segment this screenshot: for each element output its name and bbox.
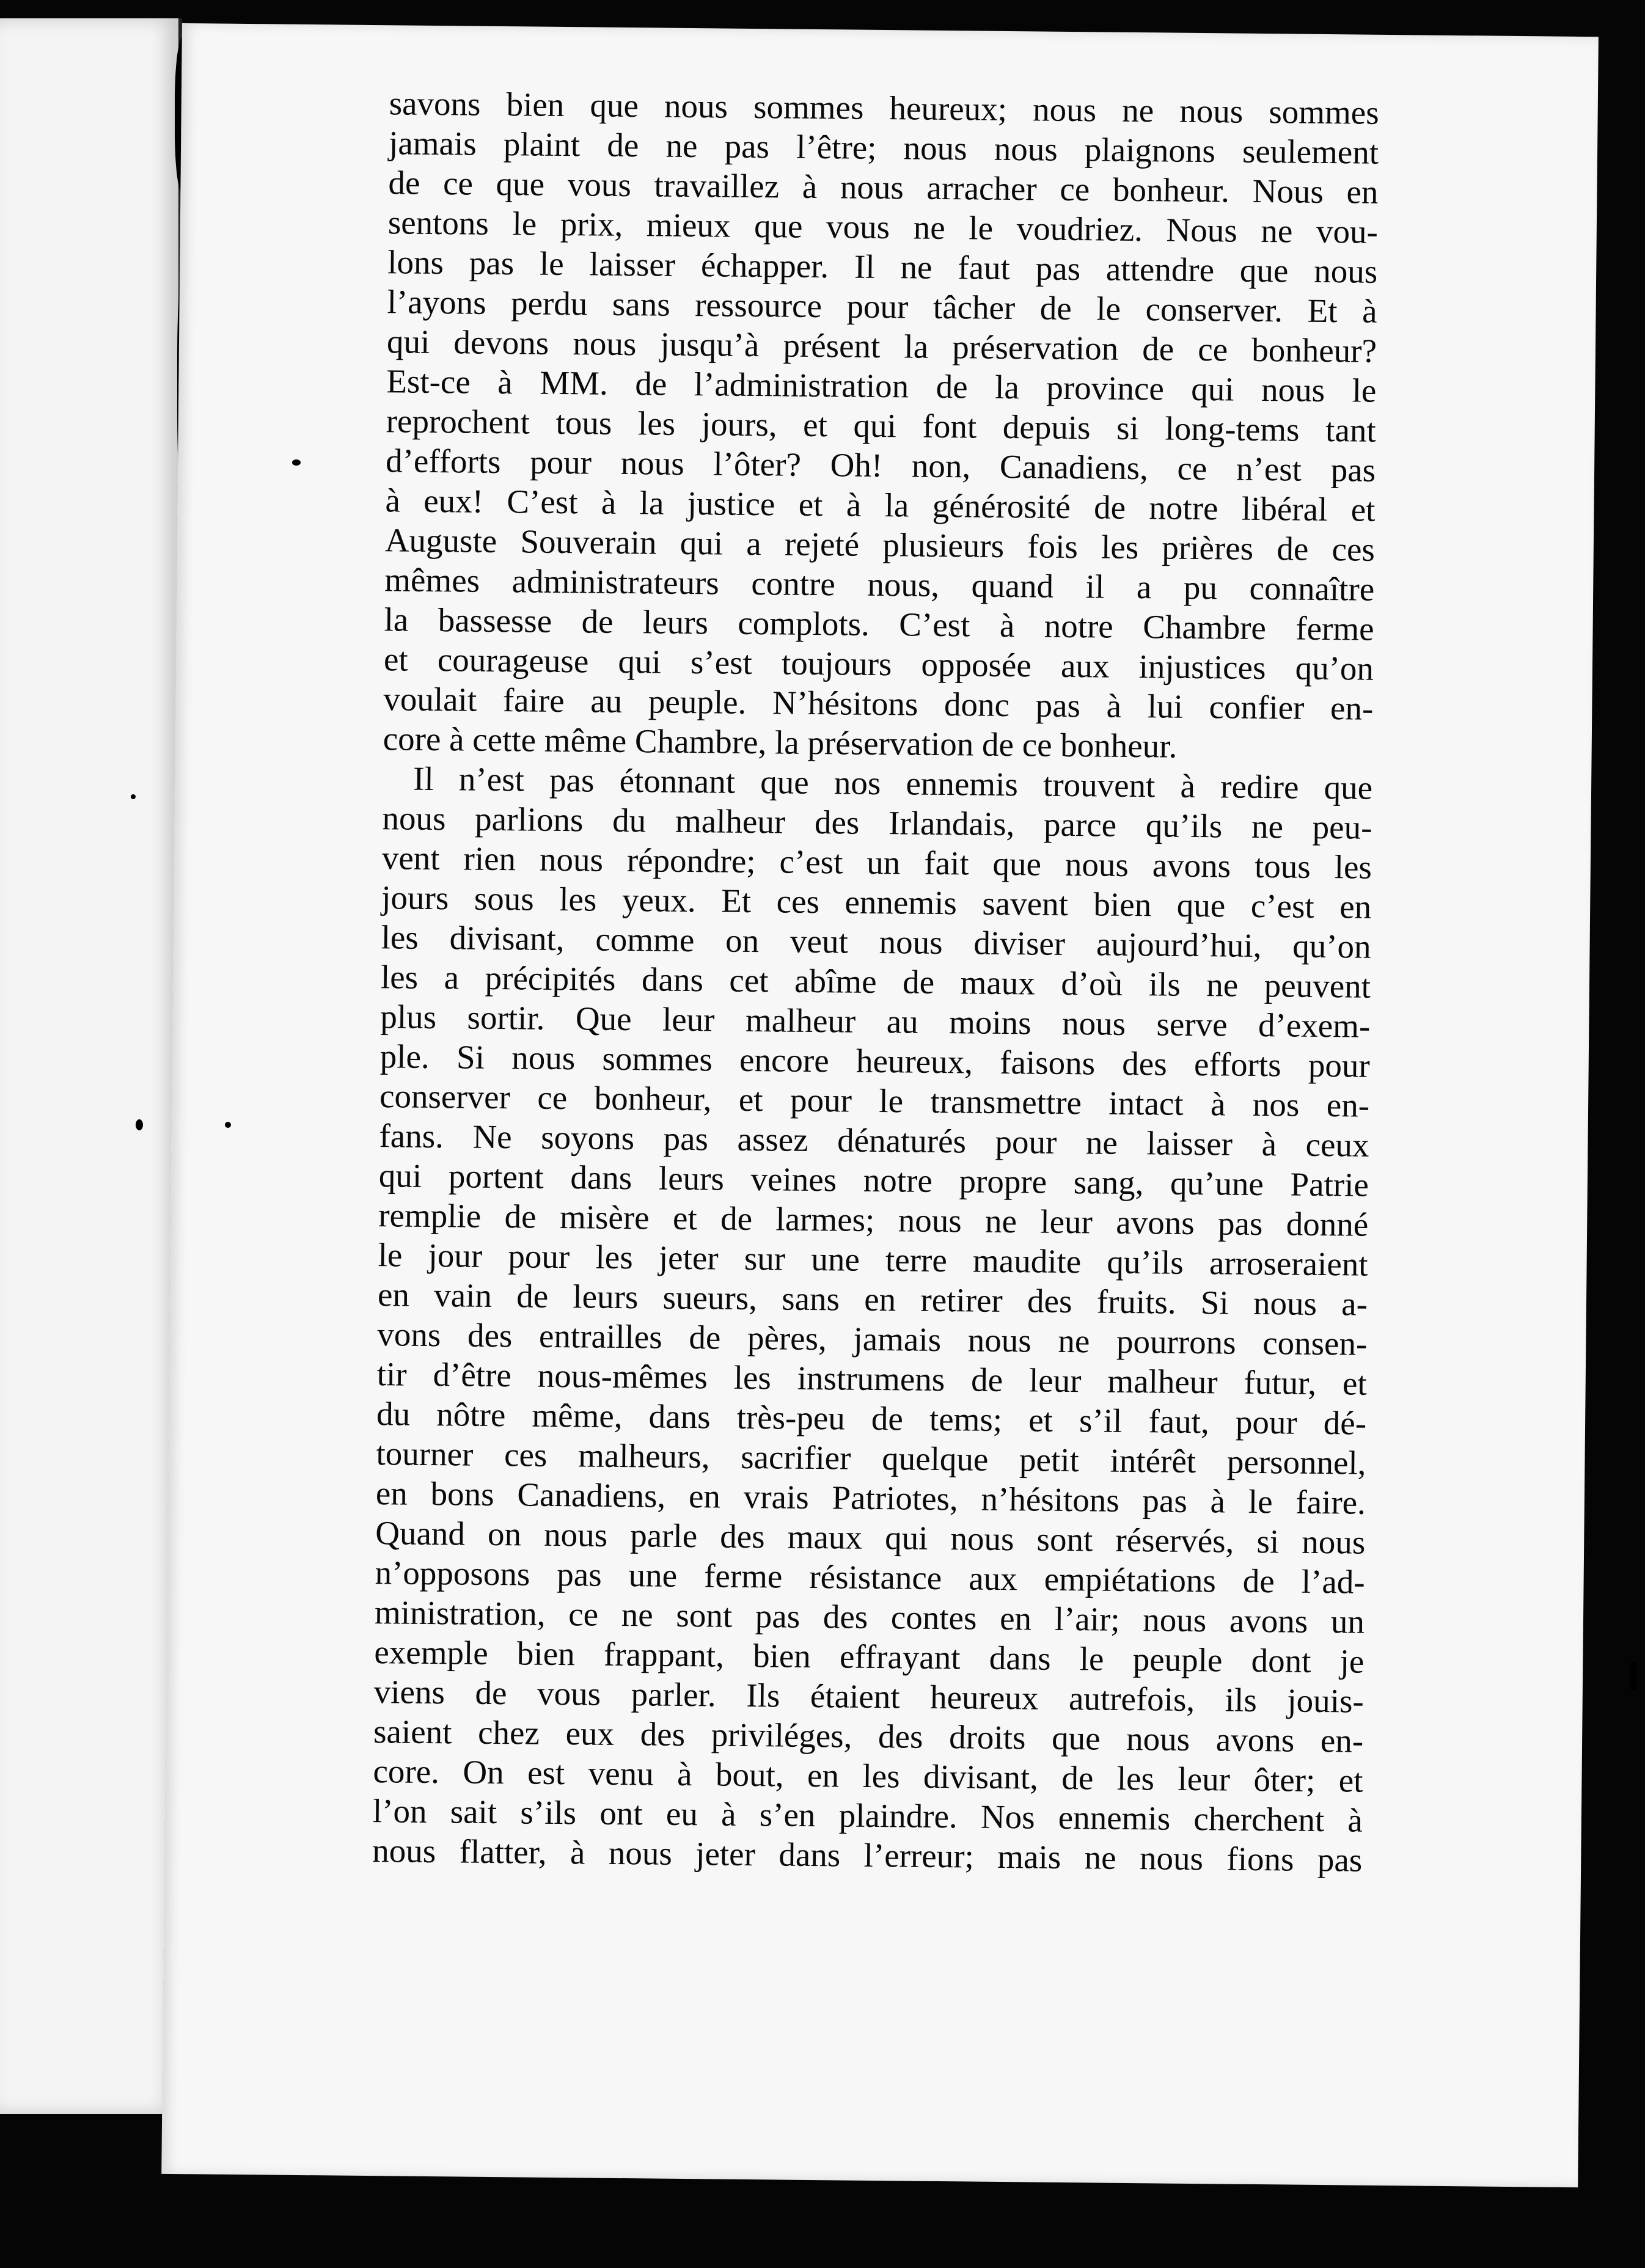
text-line: core à cette même Chambre, la préservation de ce bonheur. <box>383 720 1178 765</box>
text-line: les divisant, comme on veut nous diviser aujourd’hui, qu’on <box>381 918 1371 965</box>
text-line: viens de vous parler. Ils étaient heureux autrefois, ils jouis- <box>373 1673 1365 1720</box>
text-line: jours sous les yeux. Et ces ennemis savent bien que c’est en <box>381 879 1372 926</box>
text-line: Est-ce à MM. de l’administration de la province qui nous le <box>386 362 1377 409</box>
text-line: tir d’être nous-mêmes les instrumens de leur malheur futur, et <box>376 1355 1368 1402</box>
text-line: du nôtre même, dans très-peu de tems; et s’il faut, pour dé- <box>376 1395 1367 1442</box>
text-line: qui portent dans leurs veines notre propre sang, qu’une Patrie <box>378 1157 1369 1204</box>
text-line: d’efforts pour nous l’ôter? Oh! non, Canadiens, ce n’est pas <box>385 442 1376 489</box>
text-line: en vain de leurs sueurs, sans en retirer des fruits. Si nous a- <box>377 1276 1368 1323</box>
text-line: mêmes administrateurs contre nous, quand il a pu connaître <box>384 561 1375 608</box>
text-line: exemple bien frappant, bien effrayant dans le peuple dont je <box>374 1633 1365 1680</box>
text-line: fans. Ne soyons pas assez dénaturés pour ne laisser à ceux <box>379 1117 1369 1164</box>
text-line: saient chez eux des priviléges, des droits que nous avons en- <box>373 1713 1364 1760</box>
text-line: reprochent tous les jours, et qui font depuis si long-tems tant <box>386 402 1376 449</box>
ink-speck <box>292 459 301 466</box>
ink-speck <box>1630 1662 1636 1690</box>
text-line: voulait faire au peuple. N’hésitons donc pas à lui confier en- <box>383 680 1374 727</box>
ink-speck <box>225 1122 231 1128</box>
text-line: à eux! C’est à la justice et à la générosité de notre libéral et <box>385 481 1376 529</box>
text-line: Auguste Souverain qui a rejeté plusieurs fois les prières de ces <box>384 521 1376 568</box>
text-line: ministration, ce ne sont pas des contes en l’air; nous avons un <box>374 1593 1365 1641</box>
page-text <box>372 83 1379 1879</box>
ink-speck <box>131 794 136 799</box>
text-line: lons pas le laisser échapper. Il ne faut pas attendre que nous <box>387 243 1378 290</box>
text-line: le jour pour les jeter sur une terre maudite qu’ils arroseraient <box>378 1236 1368 1283</box>
text-line: de ce que vous travaillez à nous arracher ce bonheur. Nous en <box>388 164 1379 211</box>
text-line: vons des entrailles de pères, jamais nous ne pourrons consen- <box>377 1315 1368 1363</box>
text-line: tourner ces malheurs, sacrifier quelque petit intérêt personnel, <box>376 1435 1366 1482</box>
text-line: en bons Canadiens, en vrais Patriotes, n’hésitons pas à le faire. <box>375 1474 1366 1521</box>
text-line: Il n’est pas étonnant que nos ennemis trouvent à redire que <box>412 759 1373 807</box>
text-line: qui devons nous jusqu’à présent la préservation de ce bonheur? <box>386 323 1377 370</box>
text-line: conserver ce bonheur, et pour le transmettre intact à nos en- <box>379 1077 1370 1124</box>
text-line: core. On est venu à bout, en les divisant, de les leur ôter; et <box>373 1752 1363 1799</box>
ink-speck <box>136 1119 143 1130</box>
text-line: remplie de misère et de larmes; nous ne leur avons pas donné <box>378 1196 1369 1243</box>
text-line: savons bien que nous sommes heureux; nous ne nous sommes <box>389 84 1379 131</box>
text-line: n’opposons pas une ferme résistance aux empiétations de l’ad- <box>375 1554 1365 1601</box>
text-line: la bassesse de leurs complots. C’est à notre Chambre ferme <box>384 601 1374 648</box>
text-line: les a précipités dans cet abîme de maux d’où ils ne peuvent <box>380 958 1371 1005</box>
text-line: plus sortir. Que leur malheur au moins nous serve d’exem- <box>380 998 1371 1045</box>
text-line: et courageuse qui s’est toujours opposée aux injustices qu’on <box>383 640 1374 687</box>
text-line: nous parlions du malheur des Irlandais, parce qu’ils ne peu- <box>382 799 1372 846</box>
text-line: vent rien nous répondre; c’est un fait que nous avons tous les <box>381 839 1372 886</box>
text-line: nous flatter, à nous jeter dans l’erreur; mais ne nous fions pas <box>372 1832 1363 1879</box>
text-line: Quand on nous parle des maux qui nous sont réservés, si nous <box>375 1514 1366 1561</box>
text-line: ple. Si nous sommes encore heureux, faisons des efforts pour <box>379 1037 1371 1085</box>
text-line: l’ayons perdu sans ressource pour tâcher de le conserver. Et à <box>387 283 1377 330</box>
text-line: sentons le prix, mieux que vous ne le voudriez. Nous ne vou- <box>387 203 1379 251</box>
text-line: jamais plaint de ne pas l’être; nous nous plaignons seulement <box>388 124 1379 171</box>
left-page-edge <box>0 18 182 2114</box>
book-page <box>161 23 1599 2187</box>
text-line: l’on sait s’ils ont eu à s’en plaindre. Nos ennemis cherchent à <box>372 1792 1363 1839</box>
